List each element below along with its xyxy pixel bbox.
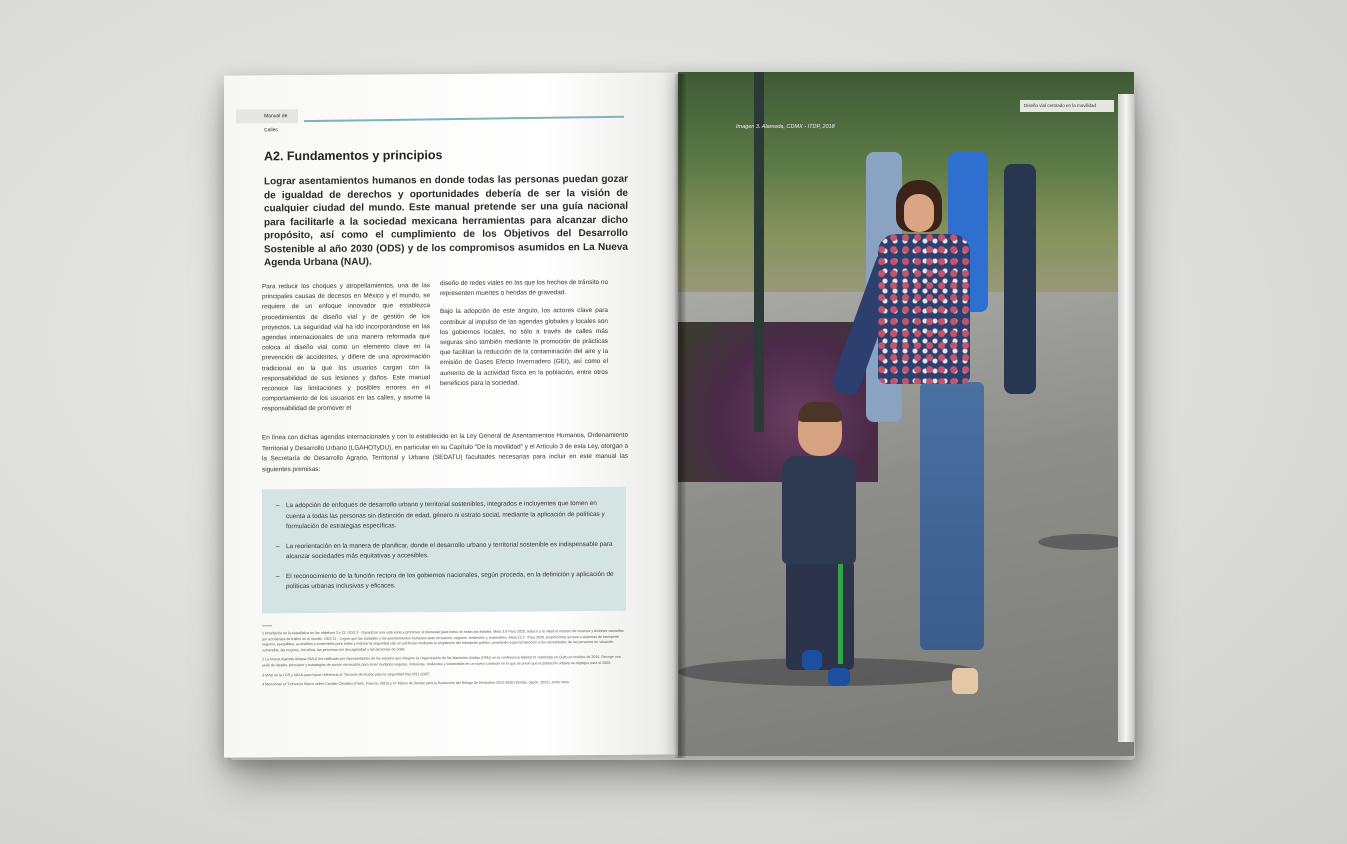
footnote: 1 Prioritarios en la estadística en los objetivos 3 y 11: ODS 3 - Garantizar una vida sana y promover el bienestar para todos en todas las edades. Meta 3.6 Para 2020, reducir a la mitad el número de muertes y lesiones causadas por accidentes de tráfico en el mundo. ODS 11 - Lograr que las ciudades y los asentamientos humanos sean inclusivos, seguros, resilientes y sostenibles. Meta 11.2 - Para 2030, proporcionar acceso a sistemas de transporte seguros, asequibles, accesibles y sostenibles para todos y mejorar la seguridad vial, en particular mediante la ampliación del transporte público, prestando especial atención a las necesidades de las personas en situación vulnerable, las mujeres, los niños, las personas con discapacidad y las personas de edad. [262,628,624,653]
column-right [440,278,608,397]
child-pants-stripe [838,560,843,664]
footnote: 2 La Nueva Agenda Urbana (NAU) fue ratificada por representantes de los estados que integran la Organización de las Naciones Unidas (ONU) en la conferencia Hábitat III celebrada en Quito en octubre de 2016. Recoge una serie de ideales, principios y estrategias de acción necesarios para tener ciudades seguras, inclusivas, resilientes y sostenibles en un nuevo contexto en el que se prevé que la población urbana se duplique para el 2050. [262,655,621,668]
premises-list [276,499,614,593]
child-shoe [828,668,850,686]
child-shoe [802,650,822,670]
woman-floral-shirt [878,234,970,384]
page-stack-edge [1118,94,1134,742]
woman-jeans [920,382,984,650]
footnotes [262,629,628,692]
header-rule [304,116,624,122]
premises-box [262,487,626,614]
column-right-p1: diseño de redes viales en las que los hechos de tránsito no representen muertes o heridas de gravedad. [440,278,608,298]
column-left-text: Para reducir los choques y atropellamientos, una de las principales causas de decesos en México y el mundo, se requiere de un enfoque innovador que establezca procedimientos de diseño vial y de gestión de los proyectos. La seguridad vial ha ido incorporándose en las agendas internacionales de una manera reformada que coloca al diseño vial como un elemento clave en la prevención de accidentes, y difiere de una aproximación tradicional en la que los usuarios cargan con la responsabilidad de sus lesiones y daños. Este manual reconoce las limitaciones y posibles errores en el comportamiento de los usuarios en las calles, y asume la responsabilidad de promover el [262,282,430,413]
column-right-p2: Bajo la adopción de este ángulo, los actores clave para contribuir al impulso de las agendas globales y locales son los gobiernos locales, no sólo a través de calles más seguras sino también mediante la promoción de prácticas que facilitan la reducción de la contaminación del aire y la emisión de Gases Efecto Invernadero (GEI), así como el aumento de la actividad física en la población, entre otros beneficios para la sociedad. [440,307,608,387]
body-paragraph: En línea con dichas agendas internacionales y con lo establecido en la Ley General de Asentamientos Humanos, Ordenamiento Territorial y Desarrollo Urbano (LGAHOTyDU), en particular en su Capítulo "De la movilidad" y el Artículo 3 de esta Ley, otorgan a la Secretaría de Desarrollo Agrario, Territorial y Urbano (SEDATU) facultades necesarias para incluir en este manual las siguientes premisas: [262,431,629,473]
right-page-photo [678,72,1134,756]
child-hair [798,402,842,422]
child-jacket [782,456,856,564]
photo-scene [678,72,1134,756]
premise-item: – La reorientación en la manera de planificar, donde el desarrollo urbano y territorial sostenible es indispensable para alcanzar sociedades más equitativas y accesibles. [276,539,614,562]
footnote-rule [262,625,272,626]
section-title: A2. Fundamentos y principios [264,148,443,164]
photo-caption: Imagen 3. Alameda, CDMX - ITDP, 2018 [736,124,835,130]
book-gutter [674,74,686,758]
header-tab: Manual de Calles [236,109,298,123]
woman-shoe [952,668,978,694]
column-left [262,281,430,423]
premise-item: – La adopción de enfoques de desarrollo urbano y territorial sostenibles, integrados e incluyentes que tomen en cuenta a todas las personas sin distinción de edad, género ni estrato social, mediante la aplicación de políticas y formulación de estrategias específicas. [276,499,614,533]
running-head: Diseño vial centrado en la movilidad [1020,100,1114,112]
woman-face [904,194,934,232]
footnote: 4 Mencionar el "Convenio Marco sobre Cambio Climático (París, Francia, 2015) y el "Marco de Sendai para la Reducción del Riesgo de Desastres 2015-2030 (Sendai, Japón, 2015), entre otros. [262,680,570,687]
ground-shadow [1038,534,1128,550]
pedestrian [1004,164,1036,394]
premise-item: – El reconocimiento de la función rectora de los gobiernos nacionales, según proceda, en la definición y aplicación de políticas urbanas inclusivas y eficaces. [276,569,614,592]
left-page [224,72,682,757]
footnote: 3 Mirar en la LGS y NAUs para hacer referencia al "Decenio de Acción para la Seguridad Vial 2011-2020" [262,671,430,677]
lead-paragraph: Lograr asentamientos humanos en donde todas las personas puedan gozar de igualdad de derechos y oportunidades debería de ser la visión de cualquier ciudad del mundo. Este manual pretende ser una guía nacional para facilitarle a la sociedad mexicana herramientas para alcanzar dicho propósito, así como el cumplimiento de los Objetivos del Desarrollo Sostenible al año 2030 (ODS) y de los compromisos asumidos en La Nueva Agenda Urbana (NAU). [264,173,628,269]
